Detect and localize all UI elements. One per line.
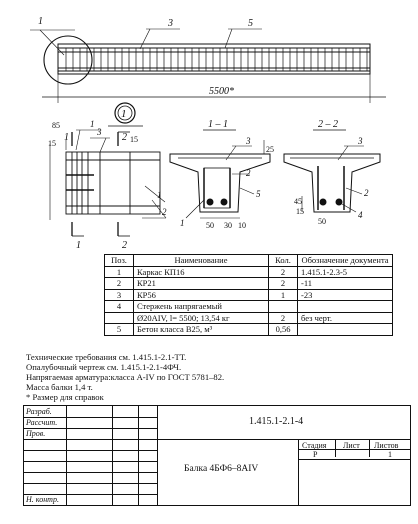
role-norm-control: Н. контр. — [26, 495, 59, 504]
spec-row — [105, 266, 393, 278]
spec-header-qty: Кол. — [269, 255, 298, 267]
length-dimension: 5500* — [209, 86, 234, 97]
node-callout-2: 2 — [162, 207, 167, 217]
title-block — [23, 405, 411, 506]
sec1-dim-10: 10 — [238, 221, 246, 230]
spec-header-row — [105, 255, 393, 267]
spec-cell-name: Каркас КП16 — [134, 266, 269, 278]
cut-mark-1b: 1 — [64, 132, 69, 143]
sheet-header: Лист — [343, 441, 360, 450]
spec-cell-name: КР21 — [134, 278, 269, 290]
stage-header: Стадия — [302, 441, 327, 450]
node-dim-15b: 15 — [130, 135, 138, 144]
spec-cell-pos: 5 — [105, 324, 134, 336]
callout-5: 5 — [248, 18, 253, 29]
node-detail — [50, 130, 166, 236]
spec-cell-pos: 4 — [105, 301, 134, 313]
spec-cell-qty: 2 — [269, 266, 298, 278]
spec-cell-qty: 0,56 — [269, 324, 298, 336]
sec1-callout-3: 3 — [246, 136, 251, 146]
note-line: Опалубочный чертеж см. 1.415.1-2.1-4ФЧ. — [26, 362, 182, 372]
sec1-dim-25: 25 — [266, 145, 274, 154]
sec2-dim-15: 15 — [296, 207, 304, 216]
callout-3: 3 — [168, 18, 173, 29]
sec1-dim-50: 50 — [206, 221, 214, 230]
spec-cell-pos: 2 — [105, 278, 134, 290]
drawings-area — [0, 0, 418, 250]
sec2-dim-45: 45 — [294, 197, 302, 206]
spec-cell-pos: 3 — [105, 289, 134, 301]
specification-table — [104, 254, 393, 336]
spec-cell-name: Стержень напрягаемый — [134, 301, 269, 313]
callout-1: 1 — [38, 16, 43, 27]
spec-cell-qty: 1 — [269, 289, 298, 301]
drawing-title: Балка 4БФ6–8AIV — [184, 464, 259, 474]
spec-cell-doc: -23 — [298, 289, 393, 301]
sec2-callout-2: 2 — [364, 188, 369, 198]
spec-row — [105, 289, 393, 301]
node-label: 1 — [121, 108, 127, 120]
node-callout-1: 1 — [90, 119, 95, 129]
node-callout-1b: 1 — [157, 190, 162, 200]
spec-header-doc: Обозначение документа — [298, 255, 393, 267]
sheets-value: 1 — [388, 450, 392, 459]
sheets-header: Листов — [374, 441, 399, 450]
beam-elevation — [30, 29, 386, 103]
sec2-callout-3: 3 — [358, 136, 363, 146]
spec-cell-name: Бетон класса B25, м³ — [134, 324, 269, 336]
spec-cell-doc — [298, 324, 393, 336]
spec-header-pos: Поз. — [105, 255, 134, 267]
sec2-callout-4: 4 — [358, 210, 363, 220]
spec-cell-pos: 1 — [105, 266, 134, 278]
spec-cell-doc: -11 — [298, 278, 393, 290]
node-dim-85: 85 — [52, 121, 60, 130]
sec2-dim-50: 50 — [318, 217, 326, 226]
sec1-callout-2: 2 — [246, 168, 251, 178]
sec1-dim-30: 30 — [224, 221, 232, 230]
note-line: * Размер для справок — [26, 392, 104, 402]
role-checked: Пров. — [26, 429, 46, 438]
section-1-1-title: 1 – 1 — [208, 119, 228, 130]
node-callout-3: 3 — [97, 127, 102, 137]
sec1-callout-1: 1 — [180, 218, 185, 228]
spec-cell-name: Ø20AIV, l= 5500; 13,54 кг — [134, 312, 269, 324]
spec-row — [105, 324, 393, 336]
role-calculated: Рассчит. — [26, 418, 58, 427]
spec-cell-doc — [298, 301, 393, 313]
spec-row — [105, 301, 393, 313]
notes-block — [26, 352, 224, 402]
note-line: Масса балки 1,4 т. — [26, 382, 93, 392]
spec-cell-name: КР56 — [134, 289, 269, 301]
role-developer: Разраб. — [26, 407, 52, 416]
cut-mark-1: 1 — [76, 240, 81, 250]
section-1-1 — [170, 140, 270, 218]
spec-row — [105, 312, 393, 324]
section-2-2-title: 2 – 2 — [318, 119, 338, 130]
note-line: Технические требования см. 1.415.1-2.1-ТТ. — [26, 352, 187, 362]
cut-mark-2: 2 — [122, 240, 127, 250]
sec1-callout-5: 5 — [256, 189, 261, 199]
note-line: Напрягаемая арматура:класса A-IV по ГОСТ 5781–82. — [26, 372, 225, 382]
cut-mark-2b: 2 — [122, 132, 127, 143]
spec-cell-qty: 2 — [269, 278, 298, 290]
spec-cell-qty: 2 — [269, 312, 298, 324]
spec-cell-qty — [269, 301, 298, 313]
spec-header-name: Наименование — [134, 255, 269, 267]
spec-cell-doc: без черт. — [298, 312, 393, 324]
spec-cell-pos — [105, 312, 134, 324]
document-code: 1.415.1-2.1-4 — [249, 416, 304, 427]
spec-row — [105, 278, 393, 290]
spec-cell-doc: 1.415.1-2.3-5 — [298, 266, 393, 278]
stage-value: Р — [313, 450, 318, 459]
node-dim-15: 15 — [48, 139, 56, 148]
